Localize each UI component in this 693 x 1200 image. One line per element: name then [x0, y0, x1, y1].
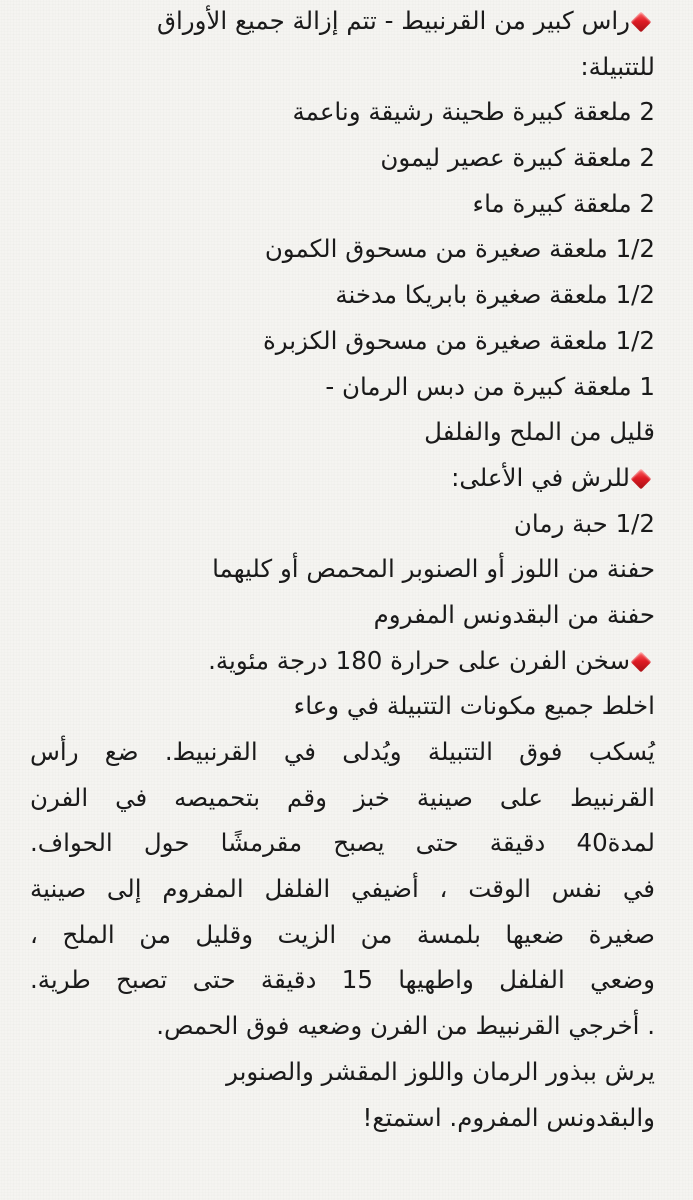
- note-line-text: 2 ملعقة كبيرة طحينة رشيقة وناعمة: [292, 97, 655, 127]
- note-line: [30, 546, 655, 592]
- note-line: [30, 638, 655, 684]
- note-line-text: يرش ببذور الرمان واللوز المقشر والصنوبر: [226, 1056, 655, 1086]
- note-line-text: يُسكب فوق التتبيلة ويُدلى في القرنبيط. ضع رأس: [30, 737, 655, 766]
- note-line: [30, 409, 655, 455]
- note-line-text: 1/2 ملعقة صغيرة من مسحوق الكزبرة: [262, 325, 655, 355]
- note-line: [30, 89, 655, 135]
- note-line-text: سخن الفرن على حرارة 180 درجة مئوية.: [208, 645, 630, 675]
- note-line: [30, 866, 655, 912]
- red-diamond-icon: [631, 12, 652, 33]
- note-line-text: والبقدونس المفروم. استمتع!: [362, 1102, 655, 1132]
- note-line-text: اخلط جميع مكونات التتبيلة في وعاء: [293, 691, 655, 721]
- note-line-text: 2 ملعقة كبيرة عصير ليمون: [380, 143, 655, 173]
- note-line-text: 1/2 ملعقة صغيرة من مسحوق الكمون: [264, 234, 655, 264]
- note-line-text: للتتبيلة:: [580, 51, 655, 81]
- note-line: [30, 592, 655, 638]
- note-line: [30, 455, 655, 501]
- note-line-text: راس كبير من القرنبيط - تتم إزالة جميع الأوراق: [156, 6, 630, 35]
- note-line: [30, 912, 655, 958]
- note-line: [30, 1049, 655, 1095]
- red-diamond-icon: [631, 468, 652, 489]
- note-line-text: وضعي الفلفل واطهيها 15 دقيقة حتى تصبح طرية.: [30, 965, 655, 995]
- note-line-text: في نفس الوقت ، أضيفي الفلفل المفروم إلى صينية: [30, 874, 655, 904]
- note-line: [30, 364, 655, 410]
- note-line: [30, 272, 655, 318]
- note-line: [30, 181, 655, 227]
- note-line-text: حفنة من اللوز أو الصنوبر المحمص أو كليهما: [212, 554, 655, 584]
- note-line-text: القرنبيط على صينية خبز وقم بتحميصه في الفرن: [30, 782, 655, 812]
- note-line-text: قليل من الملح والفلفل: [424, 417, 655, 447]
- note-line-text: . أخرجي القرنبيط من الفرن وضعيه فوق الحمص.: [156, 1011, 655, 1041]
- note-line-text: 1 ملعقة كبيرة من دبس الرمان -: [325, 371, 655, 401]
- note-line-text: حفنة من البقدونس المفروم: [373, 599, 655, 629]
- note-line: [30, 318, 655, 364]
- note-line-text: 1/2 ملعقة صغيرة بابريكا مدخنة: [335, 280, 655, 310]
- note-line-text: للرش في الأعلى:: [451, 462, 630, 492]
- note-line: [30, 957, 655, 1003]
- note-line: [30, 0, 655, 44]
- note-line-text: 1/2 حبة رمان: [513, 508, 655, 538]
- note-line-text: صغيرة ضعيها بلمسة من الزيت وقليل من الملح ،: [30, 919, 655, 949]
- note-line: [30, 775, 655, 821]
- note-line: [30, 729, 655, 775]
- note-line-text: لمدة40 دقيقة حتى يصبح مقرمشًا حول الحواف.: [30, 828, 655, 858]
- note-line: [30, 501, 655, 547]
- note-line: [30, 44, 655, 90]
- note-line: [30, 1095, 655, 1141]
- note-line: [30, 135, 655, 181]
- note-line: [30, 820, 655, 866]
- red-diamond-icon: [631, 651, 652, 672]
- note-line: [30, 226, 655, 272]
- note-line: [30, 1003, 655, 1049]
- note-line: [30, 683, 655, 729]
- note-line-text: 2 ملعقة كبيرة ماء: [472, 188, 655, 218]
